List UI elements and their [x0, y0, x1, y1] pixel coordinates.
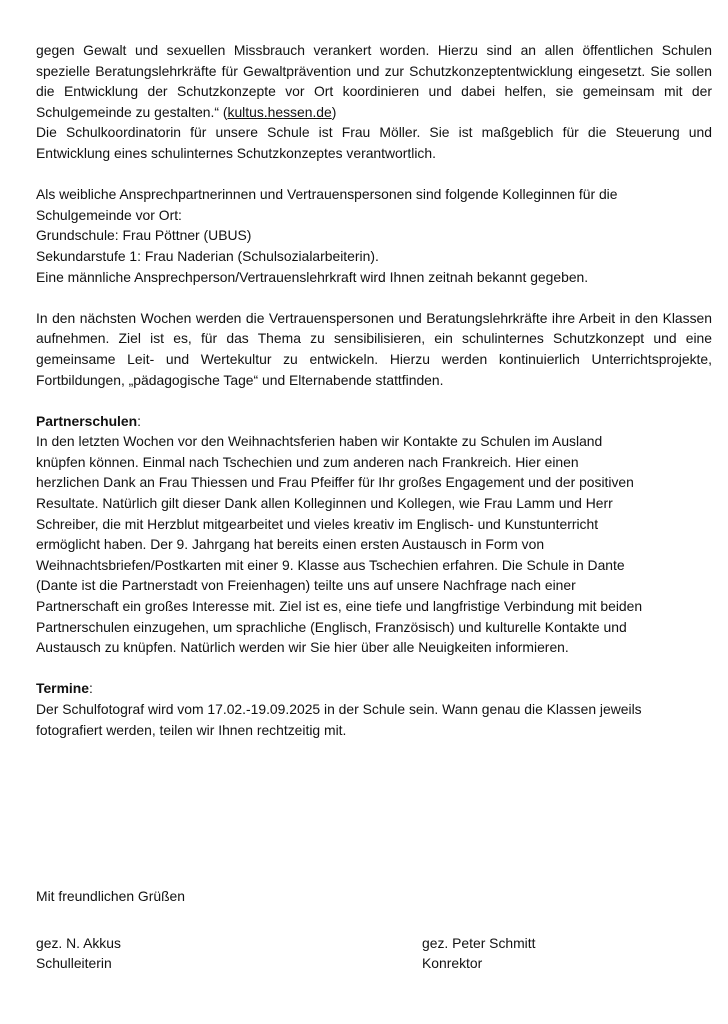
weeks-paragraph: In den nächsten Wochen werden die Vertrauenspersonen und Beratungslehrkräfte ihre Arbeit in den Klassen aufnehmen. Ziel ist es, für das Thema zu sensibilisieren, ein schulinternes Schutzkonzept und eine gemeinsame Leit- und Wertekultur zu entwickeln. Hierzu werden kontinuierlich Unterrichtsprojekte, Fortbildungen, „pädagogische Tage“ und Elternabende stattfinden. [36, 309, 712, 388]
partner-line: Resultate. Natürlich gilt dieser Dank allen Kolleginnen und Kollegen, wie Frau Lamm und Herr [36, 495, 613, 512]
partner-line: Partnerschaft ein großes Interesse mit. Ziel ist es, eine tiefe und langfristige Verbindung mit beiden [36, 598, 643, 615]
partner-line: knüpfen können. Einmal nach Tschechien und zum anderen nach Frankreich. Hier einen [36, 453, 579, 470]
partner-line: Schreiber, die mit Herzblut mitgearbeitet und vieles kreativ im Englisch- und Kunstunterricht [36, 515, 599, 532]
contact-sekundarstufe: Sekundarstufe 1: Frau Naderian (Schulsozialarbeiterin). [36, 247, 379, 264]
closing-greeting: Mit freundlichen Grüßen [36, 888, 186, 904]
kultus-link[interactable]: kultus.hessen.de [227, 103, 332, 120]
contacts-line-2: Schulgemeinde vor Ort: [36, 206, 182, 223]
contact-grundschule: Grundschule: Frau Pöttner (UBUS) [36, 227, 252, 244]
partner-line: herzlichen Dank an Frau Thiessen und Frau Pfeiffer für Ihr großes Engagement und der positiven [36, 474, 634, 491]
termine-heading-line [36, 678, 712, 699]
partner-line: Weihnachtsbriefen/Postkarten mit einer 9. Klasse aus Tschechien erfahren. Die Schule in Dante [36, 556, 625, 573]
letter-body [36, 40, 712, 740]
intro-paragraph [36, 40, 712, 122]
partner-heading: Partnerschulen [36, 412, 138, 429]
partner-line: Partnerschulen einzugehen, um sprachliche (Englisch, Französisch) und kulturelle Kontakte und [36, 618, 627, 635]
intro-text: gegen Gewalt und sexuellen Missbrauch verankert worden. Hierzu sind an allen öffentlichen Schulen spezielle Beratungslehrkräfte für Gewaltprävention und zur Schutzkonzeptentwicklung eingesetzt. Sie sollen die Entwicklung der Schutzkonzepte vor Ort koordinieren und dabei helfen, sie gemeinsam mit der Schulgemeinde zu gestalten.“ ( [36, 42, 712, 120]
partner-paragraph [36, 431, 712, 658]
signature-right-name: gez. Peter Schmitt [422, 934, 536, 951]
partner-heading-line [36, 411, 712, 432]
partner-line: ermöglicht haben. Der 9. Jahrgang hat bereits einen ersten Austausch in Form von [36, 536, 545, 553]
partner-line: Austausch zu knüpfen. Natürlich werden wir Sie hier über alle Neuigkeiten informieren. [36, 639, 569, 656]
signature-right-role: Konrektor [422, 955, 483, 972]
termine-heading: Termine [36, 680, 90, 697]
termine-line-1: Der Schulfotograf wird vom 17.02.-19.09.2025 in der Schule sein. Wann genau die Klassen jeweils [36, 701, 642, 717]
signature-left-role: Schulleiterin [36, 955, 112, 972]
termine-line-2: fotografiert werden, teilen wir Ihnen rechtzeitig mit. [36, 721, 347, 738]
partner-heading-colon: : [137, 412, 141, 429]
closing-block [36, 886, 712, 995]
signature-left [36, 933, 121, 974]
partner-line: (Dante ist die Partnerstadt von Freienhagen) teilte uns auf unsere Nachfrage nach einer [36, 577, 576, 594]
contacts-line-1: Als weibliche Ansprechpartnerinnen und Vertrauenspersonen sind folgende Kolleginnen für die [36, 186, 618, 203]
termine-heading-colon: : [89, 680, 93, 697]
coordinator-paragraph: Die Schulkoordinatorin für unsere Schule ist Frau Möller. Sie ist maßgeblich für die Steuerung und Entwicklung eines schulinternes Schutzkonzeptes verantwortlich. [36, 124, 712, 161]
contact-male: Eine männliche Ansprechperson/Vertrauenslehrkraft wird Ihnen zeitnah bekannt gegeben. [36, 268, 589, 285]
signature-row [36, 933, 712, 995]
signature-left-name: gez. N. Akkus [36, 934, 121, 951]
intro-link-close: ) [331, 103, 337, 120]
partner-line: In den letzten Wochen vor den Weihnachtsferien haben wir Kontakte zu Schulen im Ausland [36, 433, 603, 450]
signature-right [422, 933, 536, 974]
